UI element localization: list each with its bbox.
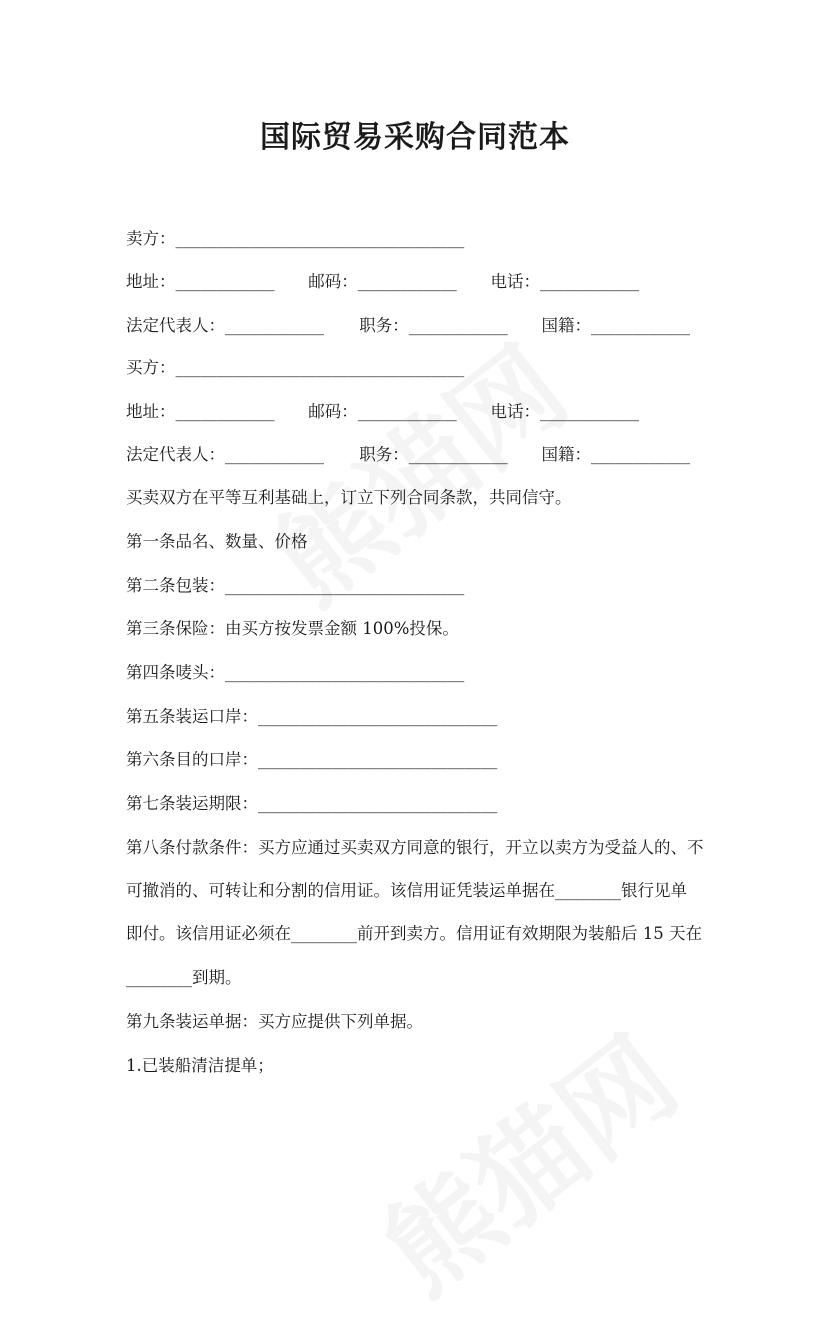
clause-9: 第九条装运单据：买方应提供下列单据。 [126,1012,423,1031]
seller-address: 地址：____________ [126,272,275,291]
buyer-nationality: 国籍：____________ [541,445,690,464]
clause-7: 第七条装运期限：_____________________________ [126,794,498,813]
intro-paragraph: 买卖双方在平等互利基础上，订立下列合同条款，共同信守。 [126,488,572,507]
buyer-contact-row [126,398,639,422]
clause-2: 第二条包装：_____________________________ [126,576,465,595]
buyer-position: 职务：____________ [359,445,508,464]
clause-6: 第六条目的口岸：_____________________________ [126,750,498,769]
document-title: 国际贸易采购合同范本 [260,120,570,155]
clause-8-line-4: ________到期。 [126,968,242,987]
clause-5: 第五条装运口岸：_____________________________ [126,707,498,726]
clause-8-line-1: 第八条付款条件：买方应通过买卖双方同意的银行，开立以卖方为受益人的、不 [126,838,704,857]
seller-phone: 电话：____________ [490,272,639,291]
watermark-bottom [346,995,703,1323]
buyer-name-line: 买方：___________________________________ [126,358,465,377]
clause-1: 第一条品名、数量、价格 [126,532,308,551]
clause-4: 第四条唛头：_____________________________ [126,663,465,682]
buyer-rep: 法定代表人：____________ [126,445,324,464]
seller-rep-row [126,312,690,336]
buyer-address: 地址：____________ [126,402,275,421]
seller-contact-row [126,268,639,292]
list-item-1: 1.已装船清洁提单； [126,1056,274,1075]
clause-3: 第三条保险：由买方按发票金额 100%投保。 [126,619,459,638]
clause-8-line-3: 即付。该信用证必须在________前开到卖方。信用证有效期限为装船后 15 天在 [126,924,702,943]
buyer-rep-row [126,441,690,465]
buyer-phone: 电话：____________ [490,402,639,421]
seller-nationality: 国籍：____________ [541,316,690,335]
buyer-postcode: 邮码：____________ [308,402,457,421]
seller-name-line: 卖方：___________________________________ [126,229,465,248]
clause-8-line-2: 可撤消的、可转让和分割的信用证。该信用证凭装运单据在________银行见单 [126,881,687,900]
seller-position: 职务：____________ [359,316,508,335]
seller-postcode: 邮码：____________ [308,272,457,291]
seller-rep: 法定代表人：____________ [126,316,324,335]
